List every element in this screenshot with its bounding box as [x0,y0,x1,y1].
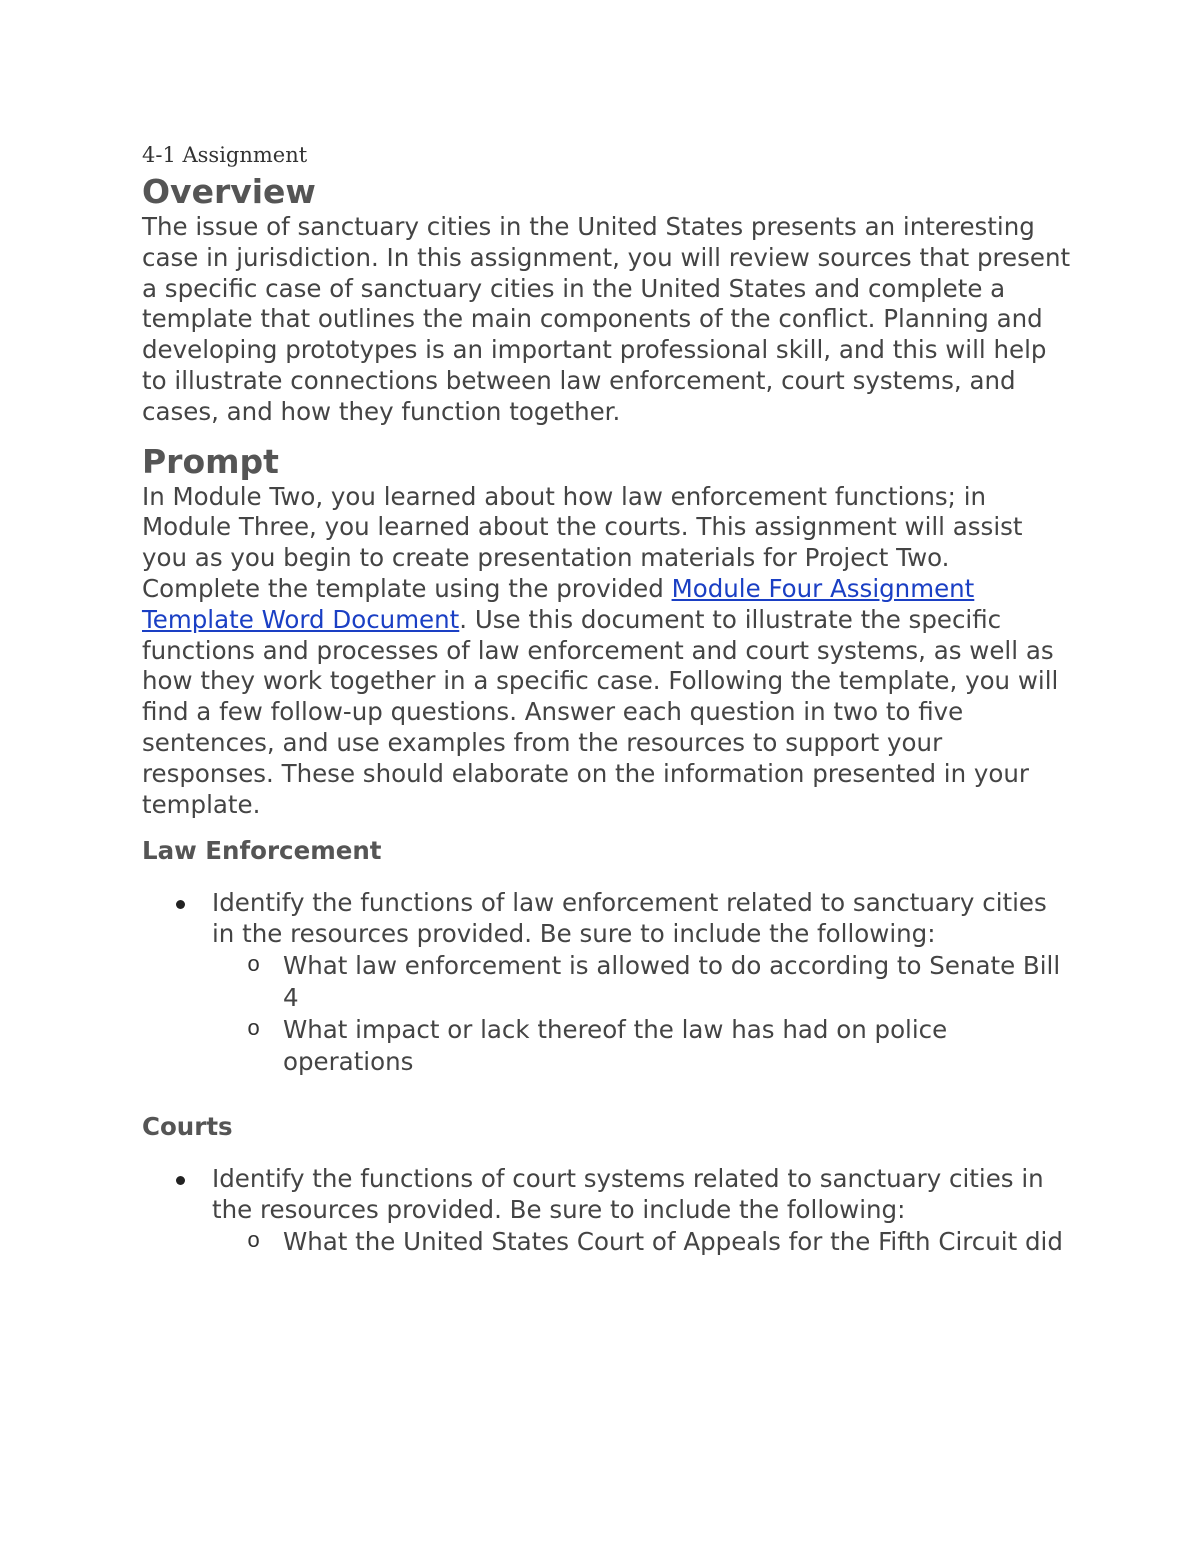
sub-item-text: What impact or lack thereof the law has had on police operations [283,1014,948,1076]
courts-bullet [142,1164,1072,1258]
law-enforcement-bullet [142,888,1072,1078]
sub-item-text: What law enforcement is allowed to do according to Senate Bill 4 [283,950,1061,1012]
courts-sublist [212,1226,1072,1258]
prompt-heading: Prompt [142,441,279,481]
sub-item [212,1014,1072,1078]
sub-item-text: What the United States Court of Appeals for the Fifth Circuit did [283,1226,1063,1256]
overview-paragraph: The issue of sanctuary cities in the United States presents an interesting case in jurisdiction. In this assignment, you will review sources that present a specific case of sanctuary cities in the United States and complete a template that outlines the main components of the conflict. Planning and developing prototypes is an important professional skill, and this will help to illustrate connections between law enforcement, court systems, and cases, and how they function together. [142,212,1071,426]
overview-heading: Overview [142,172,316,211]
sub-item [212,1226,1072,1258]
sub-bullet-icon: o [247,952,261,978]
sub-item [212,950,1072,1014]
law-enforcement-heading: Law Enforcement [142,836,382,866]
document-body [142,140,1072,1258]
prompt-text-before: In Module Two, you learned about how law enforcement functions; in Module Three, you learned about the courts. This assignment will assist you as you begin to create presentation materials for Project Two. Complete the template using the provided [142,481,1023,603]
prompt-text-after: . Use this document to illustrate the specific functions and processes of law enforcement and court systems, as well as how they work together in a specific case. Following the template, you will find a few follow-up questions. Answer each question in two to five sentences, and use examples from the resources to support your responses. These should elaborate on the information presented in your template. [142,604,1059,819]
sub-bullet-icon: o [247,1016,261,1042]
courts-bullet-text: Identify the functions of court systems related to sanctuary cities in the resources provided. Be sure to include the following: [212,1163,1044,1224]
law-enforcement-bullet-text: Identify the functions of law enforcement related to sanctuary cities in the resources provided. Be sure to include the following: [212,888,1047,949]
document-title: 4-1 Assignment [142,143,308,167]
courts-list [142,1164,1072,1258]
courts-heading: Courts [142,1111,233,1141]
bullet-dot-icon [176,1176,185,1185]
law-enforcement-sublist [212,950,1072,1078]
template-document-link[interactable]: Module Four Assignment Template Word Document [142,573,975,634]
law-enforcement-list [142,888,1072,1078]
bullet-dot-icon [176,900,185,909]
sub-bullet-icon: o [247,1228,261,1254]
prompt-paragraph [142,482,1072,821]
